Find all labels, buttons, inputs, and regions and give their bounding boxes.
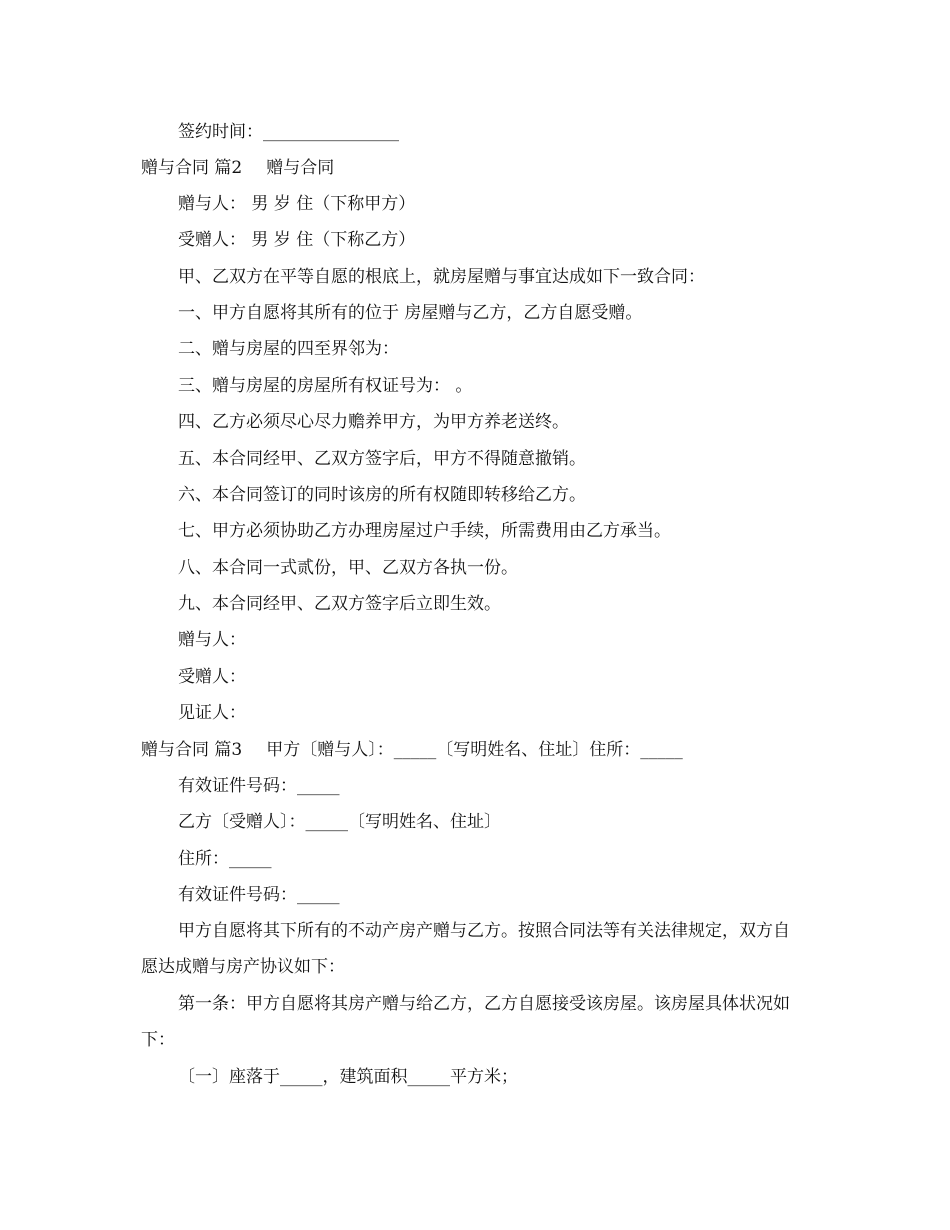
clause-9: 九、本合同经甲、乙双方签字后立即生效。: [178, 594, 501, 614]
section2-heading: 赠与合同 篇2: [141, 158, 243, 178]
section2-title: 赠与合同: [266, 158, 335, 178]
donee-line: 受赠人： 男 岁 住（下称乙方）: [178, 230, 416, 250]
party-a-id: 有效证件号码：_____: [178, 776, 340, 796]
party-b-address: 住所：_____: [178, 849, 272, 869]
clause-2: 二、赠与房屋的四至界邻为：: [178, 339, 399, 359]
clause-3: 三、赠与房屋的房屋所有权证号为： 。: [178, 376, 473, 396]
section3-heading-line: [141, 738, 683, 762]
donor-line: 赠与人： 男 岁 住（下称甲方）: [178, 194, 416, 214]
signing-time-blank: ________________: [263, 122, 399, 142]
section2-heading-line: [141, 156, 334, 180]
clause-7: 七、甲方必须协助乙方办理房屋过户手续，所需费用由乙方承当。: [178, 521, 671, 541]
section2-intro: 甲、乙双方在平等自愿的根底上，就房屋赠与事宜达成如下一致合同：: [178, 267, 705, 287]
clause-5: 五、本合同经甲、乙双方签字后，甲方不得随意撤销。: [178, 449, 586, 469]
party-b-id: 有效证件号码：_____: [178, 885, 340, 905]
signing-time-label: 签约时间：: [178, 122, 263, 142]
clause-4: 四、乙方必须尽心尽力赡养甲方，为甲方养老送终。: [178, 412, 569, 432]
section3-heading: 赠与合同 篇3: [141, 740, 243, 760]
clause-8: 八、本合同一式贰份，甲、乙双方各执一份。: [178, 558, 518, 578]
section3-intro: 甲方自愿将其下所有的不动产房产赠与乙方。按照合同法等有关法律规定，双方自愿达成赠与房产协议如下：: [141, 921, 790, 977]
item-1: 〔一〕座落于_____，建筑面积_____平方米；: [178, 1067, 518, 1087]
sign-donor: 赠与人：: [178, 630, 246, 650]
signing-time-line: [178, 120, 399, 144]
clause-6: 六、本合同签订的同时该房的所有权随即转移给乙方。: [178, 485, 586, 505]
clause-1: 一、甲方自愿将其所有的位于 房屋赠与乙方，乙方自愿受赠。: [178, 303, 643, 323]
party-a-line: 甲方〔赠与人〕：_____〔写明姓名、住址〕住所：_____: [266, 740, 683, 760]
party-b-line: 乙方〔受赠人〕：_____〔写明姓名、住址〕: [178, 812, 501, 832]
article-1: 第一条：甲方自愿将其房产赠与给乙方，乙方自愿接受该房屋。该房屋具体状况如下：: [141, 994, 790, 1050]
sign-witness: 见证人：: [178, 703, 246, 723]
sign-donee: 受赠人：: [178, 667, 246, 687]
